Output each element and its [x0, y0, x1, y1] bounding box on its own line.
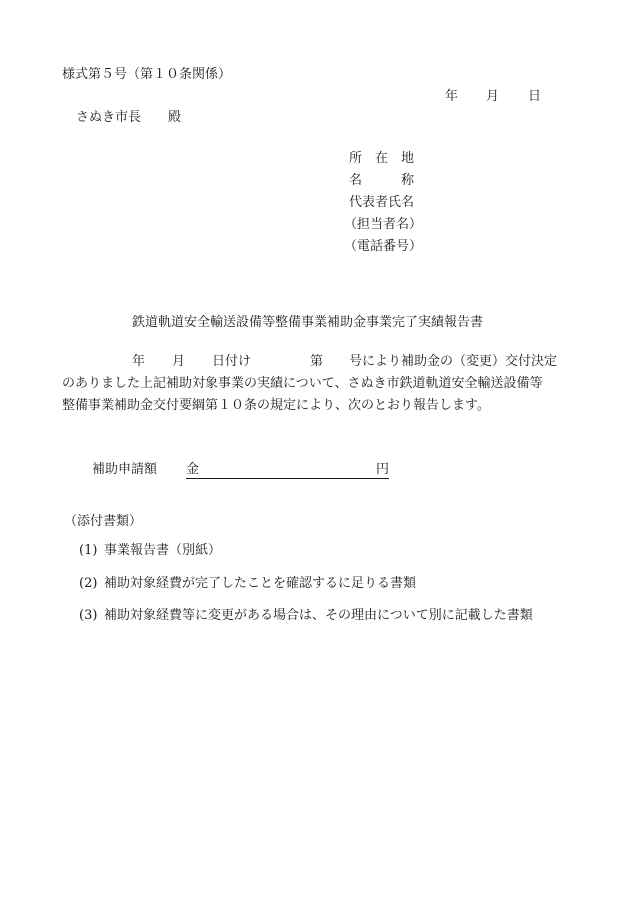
body-no-prefix: 第 — [310, 354, 324, 369]
attachment-3-text: 補助対象経費等に変更がある場合は、その理由について別に記載した書類 — [104, 608, 533, 623]
form-number: 様式第５号（第１０条関係） — [62, 67, 232, 82]
attachment-2-number: (2) — [79, 576, 98, 591]
addressee-honorific: 殿 — [168, 110, 182, 125]
document-title: 鉄道軌道安全輸送設備等整備事業補助金事業完了実績報告書 — [132, 315, 484, 330]
contact-person-label: （担当者名） — [344, 217, 423, 232]
address-label: 所 在 地 — [349, 151, 415, 166]
attachment-3-number: (3) — [79, 608, 98, 623]
attachment-1-text: 事業報告書（別紙） — [104, 543, 222, 558]
attachment-1-number: (1) — [79, 543, 98, 558]
body-dated: 日付け — [212, 354, 252, 369]
phone-label: （電話番号） — [344, 239, 423, 254]
body-line-2: のありました上記補助対象事業の実績について、さぬき市鉄道軌道安全輸送設備等 — [62, 376, 543, 391]
amount-label: 補助申請額 — [92, 462, 158, 477]
date-year-label: 年 — [445, 89, 459, 104]
name-label: 名 称 — [349, 173, 415, 188]
representative-label: 代表者氏名 — [349, 195, 415, 210]
amount-field — [186, 461, 389, 479]
body-line-3: 整備事業補助金交付要綱第１０条の規定により、次のとおり報告します。 — [62, 398, 490, 413]
amount-prefix: 金 — [186, 462, 200, 477]
attachment-2-text: 補助対象経費が完了したことを確認するに足りる書類 — [104, 576, 417, 591]
body-year: 年 — [132, 354, 146, 369]
date-day-label: 日 — [528, 89, 542, 104]
attachments-heading: （添付書類） — [64, 514, 143, 529]
body-no-suffix: 号により補助金の（変更）交付決定 — [349, 354, 558, 369]
body-month: 月 — [172, 354, 186, 369]
addressee-name: さぬき市長 — [76, 110, 142, 125]
date-month-label: 月 — [486, 89, 500, 104]
amount-suffix: 円 — [375, 462, 389, 477]
